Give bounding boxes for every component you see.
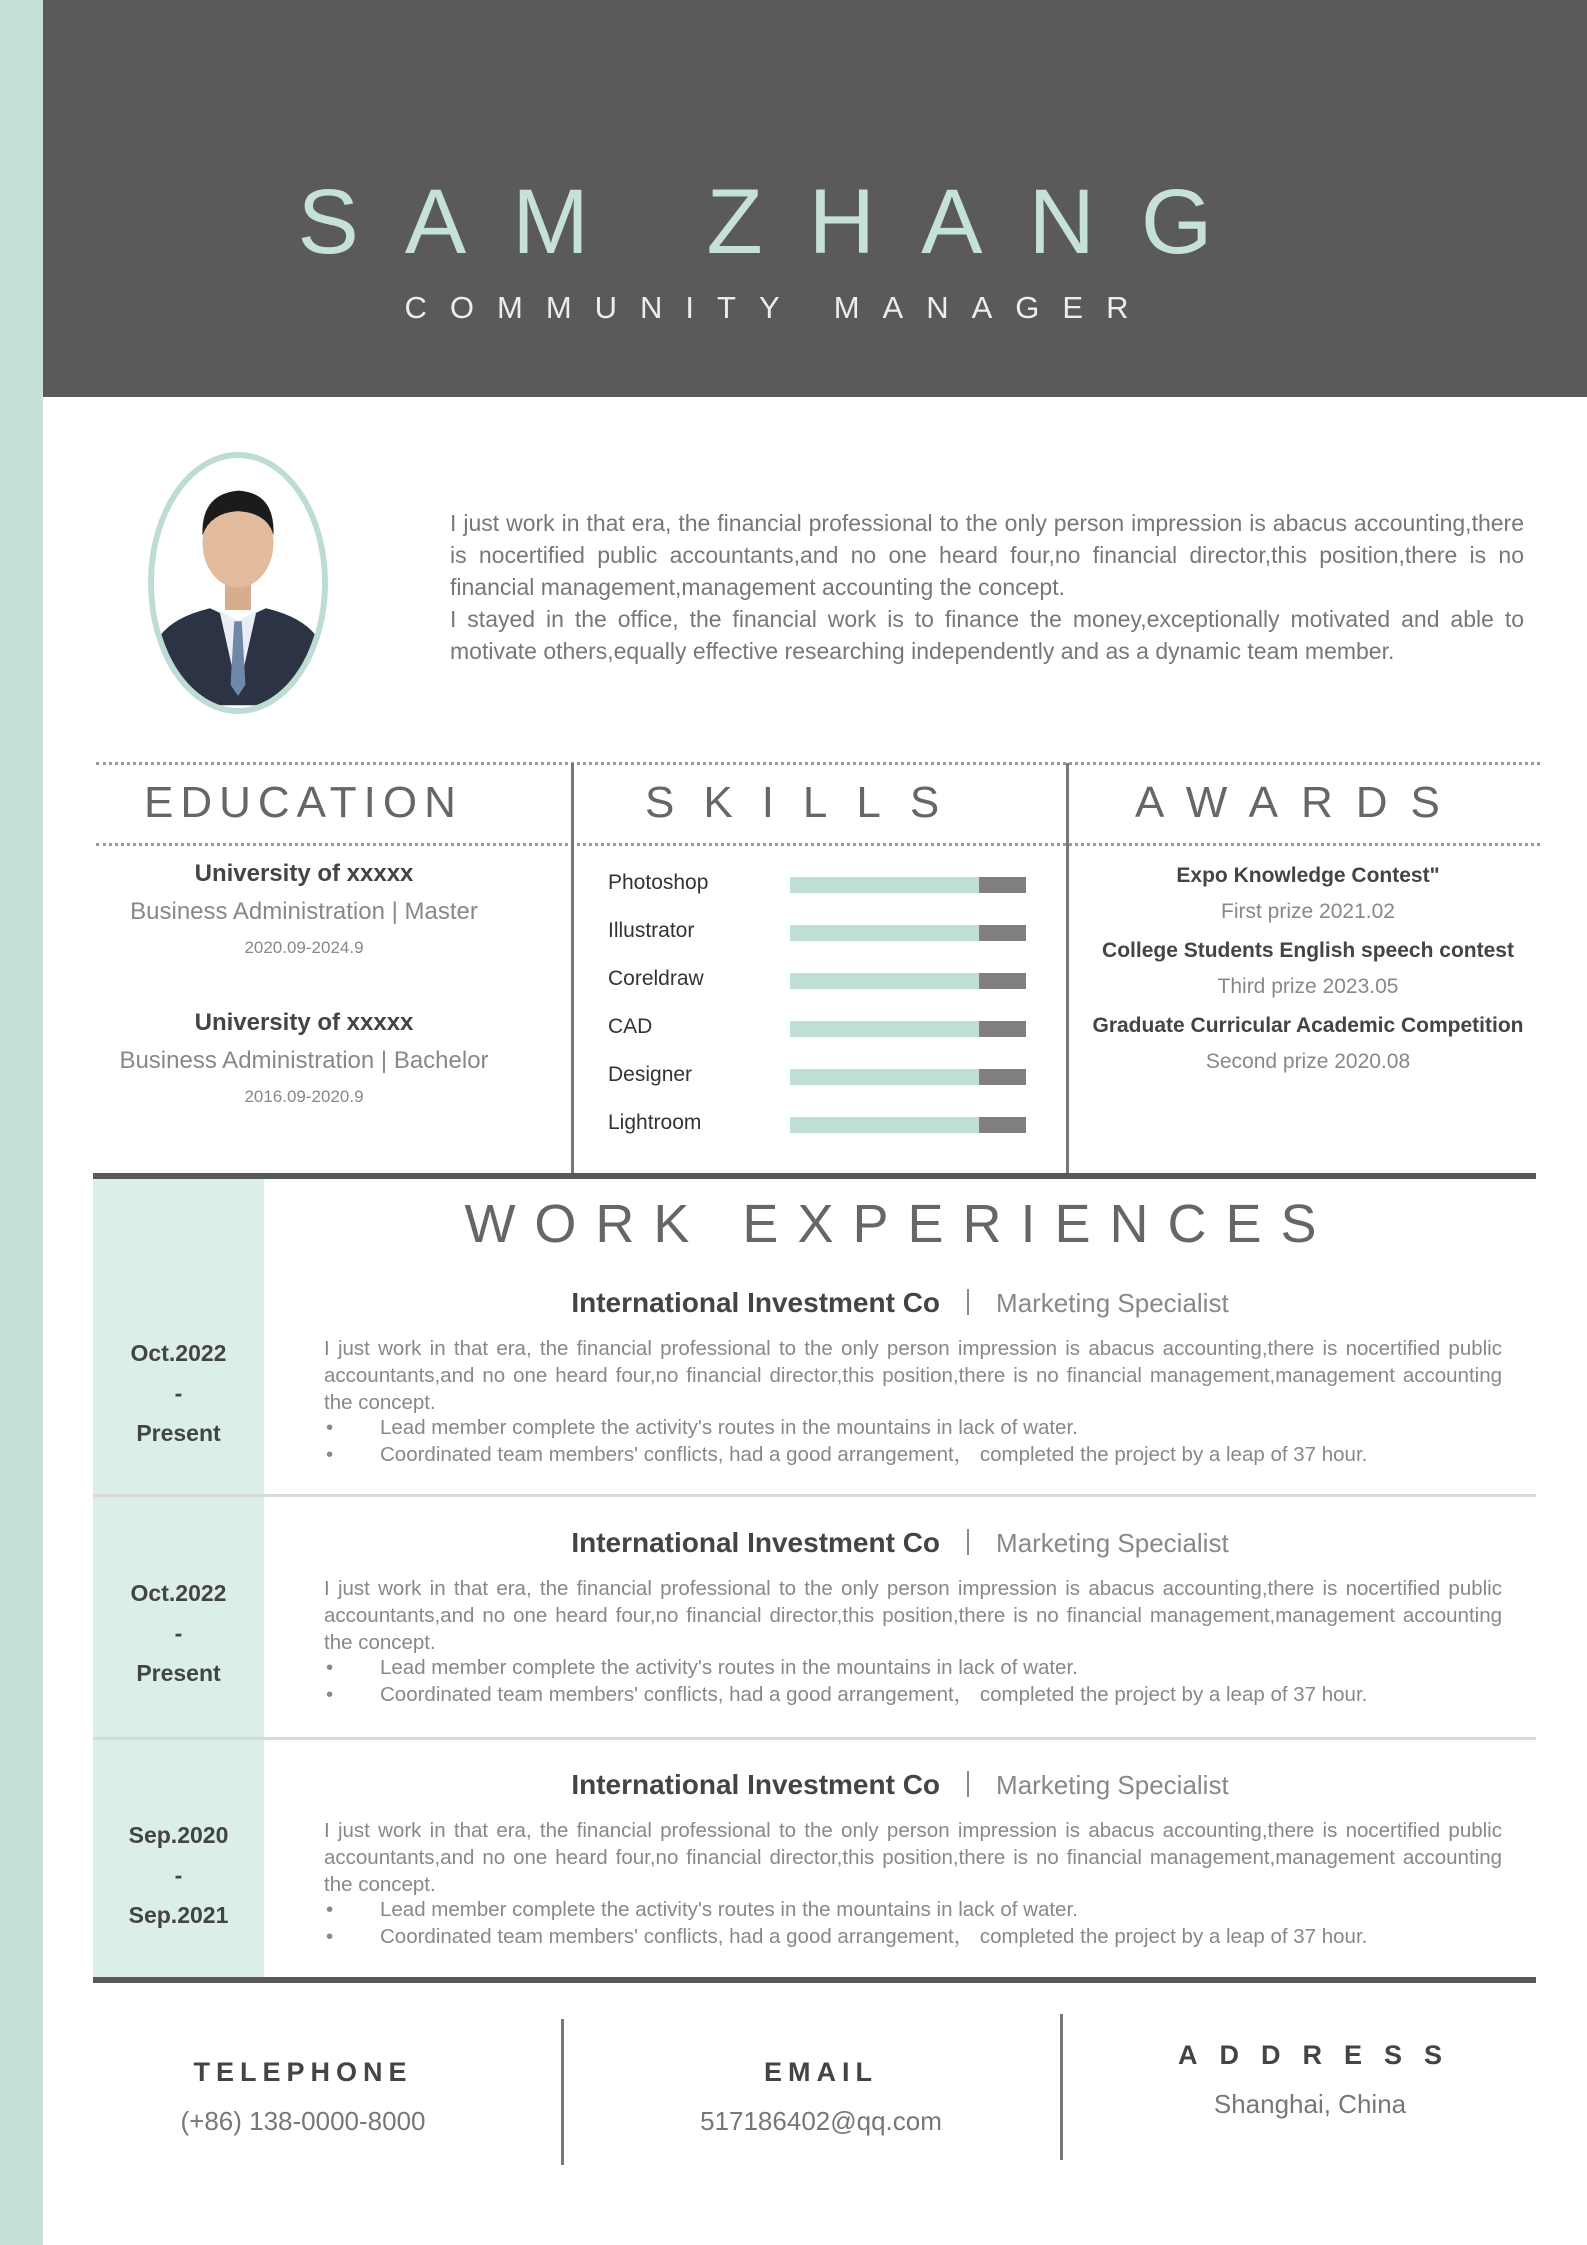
job-bullet: • Lead member complete the activity's routes in the mountains in lack of water. bbox=[324, 1896, 1502, 1923]
job-role: Marketing Specialist bbox=[996, 1288, 1229, 1318]
skills-heading: SKILLS bbox=[645, 778, 969, 827]
job-heading bbox=[264, 1769, 1536, 1801]
award-name: Graduate Curricular Academic Competition bbox=[1092, 1014, 1524, 1037]
degree: Business Administration | Bachelor bbox=[119, 1047, 489, 1074]
company-name: International Investment Co bbox=[571, 1769, 941, 1800]
skill-name: CAD bbox=[608, 1015, 653, 1038]
job-dates bbox=[93, 1573, 264, 1693]
job-date-start: Oct.2022 bbox=[130, 1340, 227, 1366]
school-name: University of xxxxx bbox=[194, 1009, 414, 1036]
contact-telephone bbox=[93, 2057, 513, 2137]
award-item bbox=[1070, 864, 1546, 924]
job-entry bbox=[93, 1769, 1536, 1969]
column-divider bbox=[1066, 763, 1069, 1173]
skill-level-fill bbox=[790, 1069, 979, 1085]
job-title: COMMUNITY MANAGER bbox=[404, 290, 1152, 325]
heading-separator bbox=[967, 1289, 969, 1315]
heading-separator bbox=[967, 1529, 969, 1555]
address-value: Shanghai, China bbox=[1213, 2089, 1407, 2119]
job-bullet-list bbox=[324, 1414, 1502, 1468]
skill-row bbox=[608, 1061, 1028, 1091]
skill-row bbox=[608, 1013, 1028, 1043]
job-bullet: • Coordinated team members' conflicts, had a good arrangement， completed the project by a leap of 37 hour. bbox=[324, 1923, 1502, 1950]
skill-level-bar bbox=[790, 1021, 1026, 1037]
school-name: University of xxxxx bbox=[194, 860, 414, 887]
column-divider bbox=[571, 763, 574, 1173]
job-dates bbox=[93, 1333, 264, 1453]
skill-name: Coreldraw bbox=[608, 967, 704, 990]
job-description: I just work in that era, the financial professional to the only person impression is abacus accounting,there is nocertified public accountants,and no one heard four,no financial director,this position,there is no financial management,management accounting the concept. bbox=[324, 1337, 1502, 1414]
education-dates: 2020.09-2024.9 bbox=[244, 938, 364, 957]
job-role: Marketing Specialist bbox=[996, 1770, 1229, 1800]
job-bullet-list bbox=[324, 1654, 1502, 1708]
job-date-end: Present bbox=[136, 1420, 221, 1446]
job-heading bbox=[264, 1287, 1536, 1319]
skill-name: Illustrator bbox=[608, 919, 695, 942]
skill-level-bar bbox=[790, 925, 1026, 941]
telephone-value: (+86) 138-0000-8000 bbox=[180, 2106, 426, 2136]
job-entry bbox=[93, 1527, 1536, 1727]
job-dates bbox=[93, 1815, 264, 1935]
job-divider bbox=[93, 1494, 1536, 1497]
contact-divider bbox=[561, 2019, 564, 2165]
email-value: 517186402@qq.com bbox=[700, 2106, 942, 2136]
company-name: International Investment Co bbox=[571, 1527, 941, 1558]
skill-level-fill bbox=[790, 1021, 979, 1037]
education-dates: 2016.09-2020.9 bbox=[244, 1087, 364, 1106]
job-date-separator: - bbox=[174, 1380, 183, 1406]
contact-email bbox=[591, 2057, 1051, 2137]
education-item bbox=[94, 860, 514, 958]
portrait-photo bbox=[148, 452, 328, 714]
portrait-photo-icon bbox=[154, 458, 322, 708]
job-date-separator: - bbox=[174, 1620, 183, 1646]
bio-paragraph: I just work in that era, the financial professional to the only person impression is abacus accounting,there is nocertified public accountants,and no one heard four,no financial director,this position,there is no financial management,management accounting the concept. bbox=[450, 510, 1524, 600]
job-heading bbox=[264, 1527, 1536, 1559]
award-item bbox=[1070, 939, 1546, 999]
award-name: College Students English speech contest bbox=[1102, 939, 1514, 962]
degree: Business Administration | Master bbox=[130, 898, 478, 925]
skill-name: Photoshop bbox=[608, 871, 709, 894]
job-bullet: • Lead member complete the activity's routes in the mountains in lack of water. bbox=[324, 1654, 1502, 1681]
skill-level-bar bbox=[790, 1069, 1026, 1085]
contact-address bbox=[1090, 2040, 1530, 2120]
skill-row bbox=[608, 869, 1028, 899]
company-name: International Investment Co bbox=[571, 1287, 941, 1318]
education-heading: EDUCATION bbox=[144, 778, 463, 827]
section-header-dotted-divider bbox=[96, 843, 1540, 846]
section-top-dotted-divider bbox=[96, 762, 1540, 765]
award-result: Second prize 2020.08 bbox=[1205, 1050, 1411, 1073]
skill-name: Lightroom bbox=[608, 1111, 702, 1134]
award-result: First prize 2021.02 bbox=[1221, 900, 1395, 923]
person-name: SAM ZHANG bbox=[297, 171, 1259, 273]
skill-level-fill bbox=[790, 877, 979, 893]
job-bullet: • Coordinated team members' conflicts, had a good arrangement， completed the project by a leap of 37 hour. bbox=[324, 1441, 1502, 1468]
education-item bbox=[94, 1009, 514, 1107]
job-divider bbox=[93, 1737, 1536, 1740]
award-result: Third prize 2023.05 bbox=[1217, 975, 1399, 998]
awards-heading: AWARDS bbox=[1135, 778, 1463, 827]
job-date-separator: - bbox=[174, 1862, 183, 1888]
skill-level-bar bbox=[790, 973, 1026, 989]
job-bullet: • Coordinated team members' conflicts, had a good arrangement， completed the project by a leap of 37 hour. bbox=[324, 1681, 1502, 1708]
skill-row bbox=[608, 917, 1028, 947]
left-accent-strip bbox=[0, 0, 43, 2245]
job-date-start: Oct.2022 bbox=[130, 1580, 227, 1606]
skill-level-bar bbox=[790, 1117, 1026, 1133]
job-date-end: Sep.2021 bbox=[128, 1902, 229, 1928]
skill-level-fill bbox=[790, 1117, 979, 1133]
contact-divider bbox=[1060, 2014, 1063, 2160]
skill-level-fill bbox=[790, 925, 979, 941]
skill-level-fill bbox=[790, 973, 979, 989]
work-bottom-rule bbox=[93, 1977, 1536, 1983]
telephone-label: TELEPHONE bbox=[193, 2057, 413, 2087]
address-label: ADDRESS bbox=[1177, 2040, 1465, 2070]
skill-level-bar bbox=[790, 877, 1026, 893]
award-item bbox=[1070, 1014, 1546, 1074]
job-bullet-list bbox=[324, 1896, 1502, 1950]
heading-separator bbox=[967, 1771, 969, 1797]
job-description: I just work in that era, the financial professional to the only person impression is abacus accounting,there is nocertified public accountants,and no one heard four,no financial director,this position,there is no financial management,management accounting the concept. bbox=[324, 1577, 1502, 1654]
skill-row bbox=[608, 1109, 1028, 1139]
job-date-end: Present bbox=[136, 1660, 221, 1686]
job-description: I just work in that era, the financial professional to the only person impression is abacus accounting,there is nocertified public accountants,and no one heard four,no financial director,this position,there is no financial management,management accounting the concept. bbox=[324, 1819, 1502, 1896]
email-label: EMAIL bbox=[764, 2057, 878, 2087]
skill-row bbox=[608, 965, 1028, 995]
profile-summary bbox=[450, 507, 1524, 667]
job-date-start: Sep.2020 bbox=[128, 1822, 229, 1848]
work-top-rule bbox=[93, 1173, 1536, 1179]
job-role: Marketing Specialist bbox=[996, 1528, 1229, 1558]
header-banner bbox=[43, 0, 1587, 397]
award-name: Expo Knowledge Contest" bbox=[1176, 864, 1440, 887]
job-bullet: • Lead member complete the activity's routes in the mountains in lack of water. bbox=[324, 1414, 1502, 1441]
job-entry bbox=[93, 1287, 1536, 1487]
work-experiences-heading: WORK EXPERIENCES bbox=[464, 1194, 1336, 1254]
skill-name: Designer bbox=[608, 1063, 693, 1086]
bio-paragraph: I stayed in the office, the financial work is to finance the money,exceptionally motivated and able to motivate others,equally effective researching independently and as a dynamic team member. bbox=[450, 606, 1524, 664]
